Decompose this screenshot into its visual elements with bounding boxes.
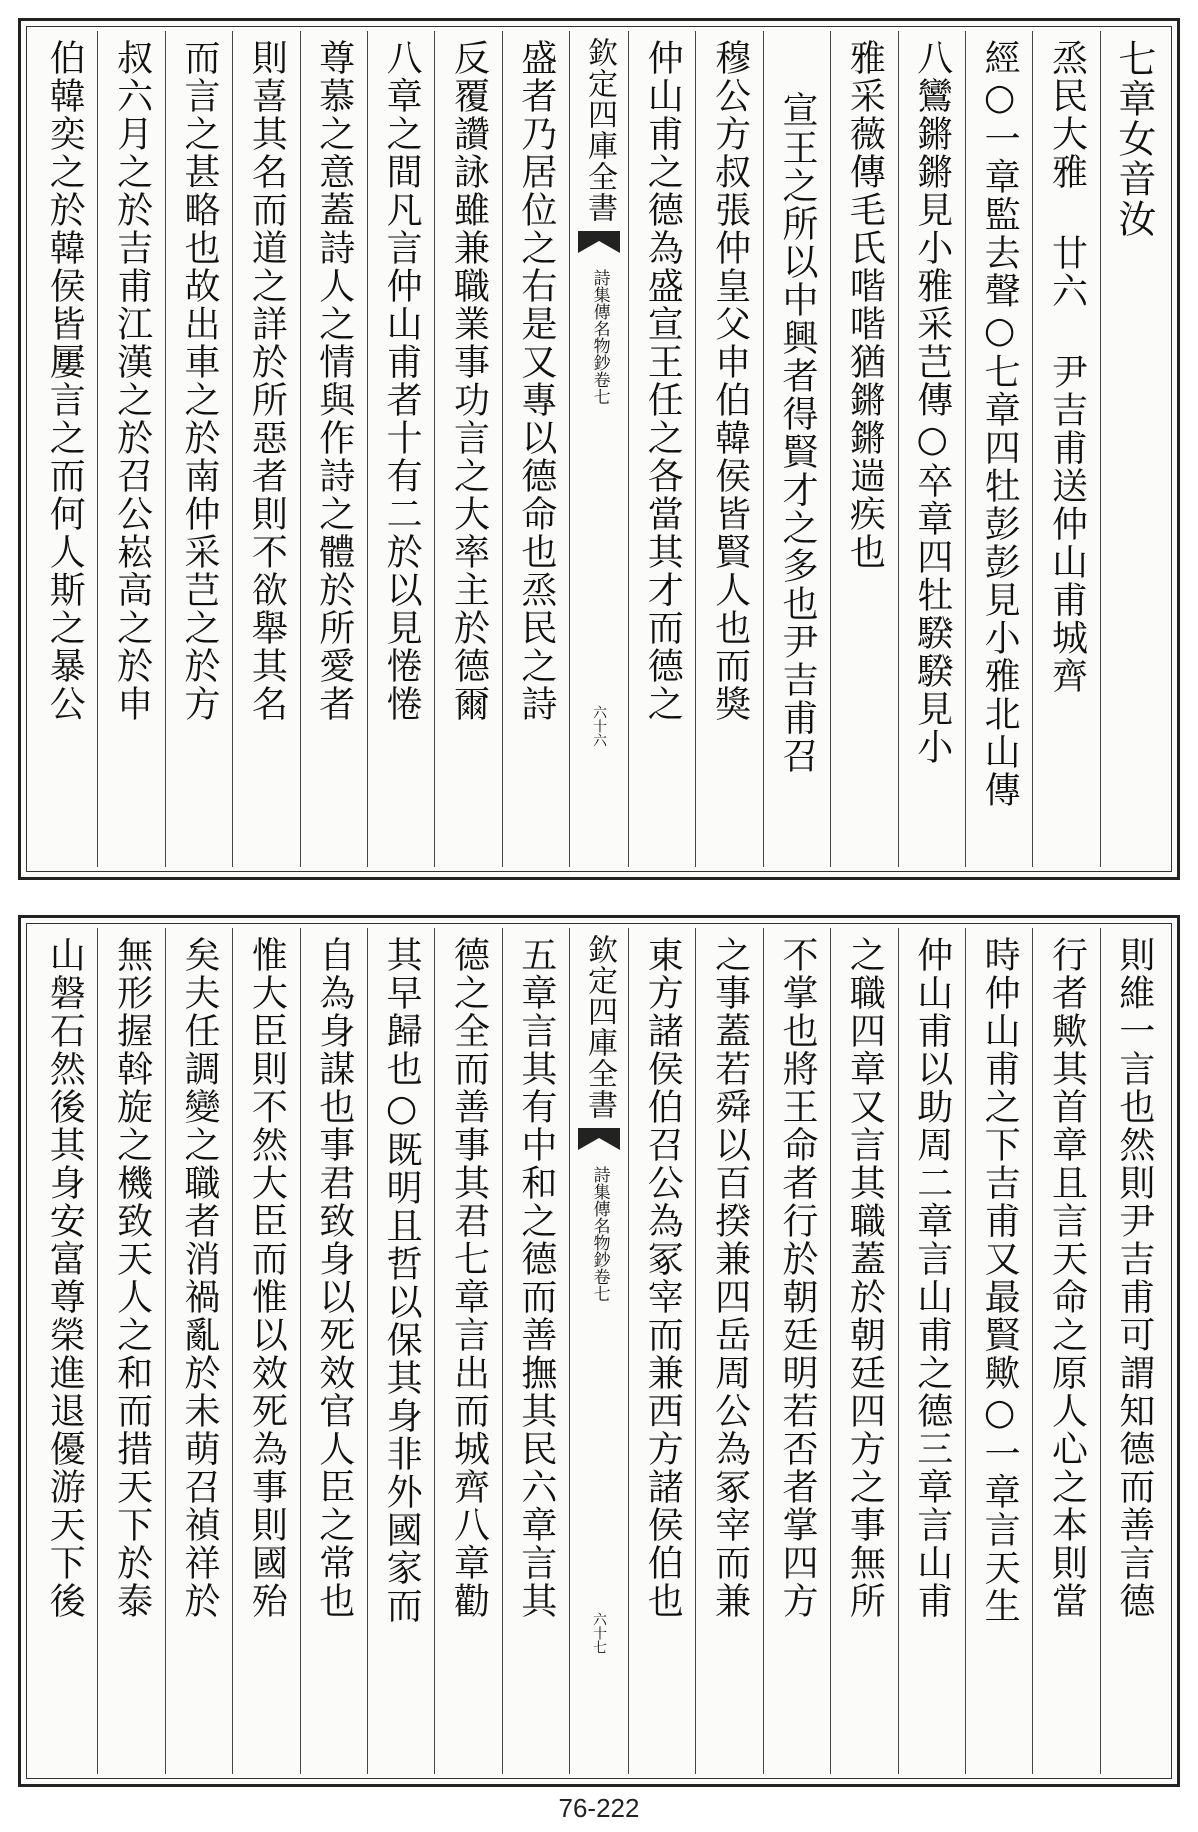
column-text: 反覆讚詠雖兼職業事功言之大率主於德爾	[434, 31, 501, 867]
center-title: 欽定四庫全書	[582, 37, 617, 223]
column-chapter-note: 七章女音汝	[1100, 31, 1167, 867]
column-text: 八鸞鏘鏘見小雅采芑傳○卒章四牡騤騤見小	[898, 31, 965, 867]
column-text: 盛者乃居位之右是又專以德命也烝民之詩	[502, 31, 569, 867]
column-text: 則維一言也然則尹吉甫可謂知德而善言德	[1100, 928, 1167, 1774]
center-fold-column	[569, 31, 628, 867]
center-fold-column	[569, 928, 628, 1774]
center-title: 欽定四庫全書	[582, 934, 617, 1120]
column-text: 仲山甫之德為盛宣王任之各當其才而德之	[628, 31, 695, 867]
column-text: 其早歸也○既明且哲以保其身非外國家而	[367, 928, 434, 1774]
center-page-number: 六十七	[591, 1612, 607, 1654]
column-text: 叔六月之於吉甫江漢之於召公崧高之於申	[97, 31, 164, 867]
column-text: 之職四章又言其職蓋於朝廷四方之事無所	[830, 928, 897, 1774]
column-text: 惟大臣則不然大臣而惟以效死為事則國殆	[232, 928, 299, 1774]
column-text: 經○一章監去聲○七章四牡彭彭見小雅北山傳	[965, 31, 1032, 867]
column-text: 八章之間凡言仲山甫者十有二於以見惓惓	[367, 31, 434, 867]
column-text: 矣夫任調變之職者消禍亂於未萌召禎祥於	[165, 928, 232, 1774]
footer-page-label: 76-222	[558, 1793, 640, 1823]
column-text: 宣王之所以中興者得賢才之多也尹吉甫召	[763, 31, 830, 867]
column-text: 德之全而善事其君七章言出而城齊八章勸	[434, 928, 501, 1774]
column-text: 時仲山甫之下吉甫又最賢歟○一章言天生	[965, 928, 1032, 1774]
column-text: 山磐石然後其身安富尊榮進退優游天下後	[44, 936, 86, 1620]
column-text: 雅采薇傳毛氏喈喈猶鏘鏘遄疾也	[830, 31, 897, 867]
bottom-page	[18, 915, 1180, 1787]
top-page	[18, 18, 1180, 880]
column-text: 尊慕之意蓋詩人之情與作詩之體於所愛者	[300, 31, 367, 867]
column-text: 東方諸侯伯召公為冢宰而兼西方諸侯伯也	[628, 928, 695, 1774]
column-text: 無形握斡旋之機致天人之和而措天下於泰	[97, 928, 164, 1774]
column-text: 仲山甫以助周二章言山甫之德三章言山甫	[898, 928, 965, 1774]
fishtail-mark-icon	[576, 229, 622, 255]
center-book-title: 詩集傳名物鈔卷七	[589, 1166, 610, 1302]
center-page-number: 六十六	[591, 705, 607, 747]
column-text: 伯韓奕之於韓侯皆屢言之而何人斯之暴公	[44, 39, 86, 723]
column-text: 行者歟其首章且言天命之原人心之本則當	[1032, 928, 1099, 1774]
column-text: 而言之甚略也故出車之於南仲采芑之於方	[165, 31, 232, 867]
column-text: 自為身謀也事君致身以死效官人臣之常也	[300, 928, 367, 1774]
column-text: 不掌也將王命者行於朝廷明若否者掌四方	[763, 928, 830, 1774]
column-poem-title: 烝民大雅 廿六 尹吉甫送仲山甫城齊	[1032, 31, 1099, 867]
column-text: 則喜其名而道之詳於所惡者則不欲舉其名	[232, 31, 299, 867]
fishtail-mark-icon	[576, 1126, 622, 1152]
center-book-title: 詩集傳名物鈔卷七	[589, 269, 610, 405]
column-text: 之事蓋若舜以百揆兼四岳周公為冢宰而兼	[695, 928, 762, 1774]
column-text: 穆公方叔張仲皇父申伯韓侯皆賢人也而獎	[695, 31, 762, 867]
column-text: 五章言其有中和之德而善撫其民六章言其	[502, 928, 569, 1774]
